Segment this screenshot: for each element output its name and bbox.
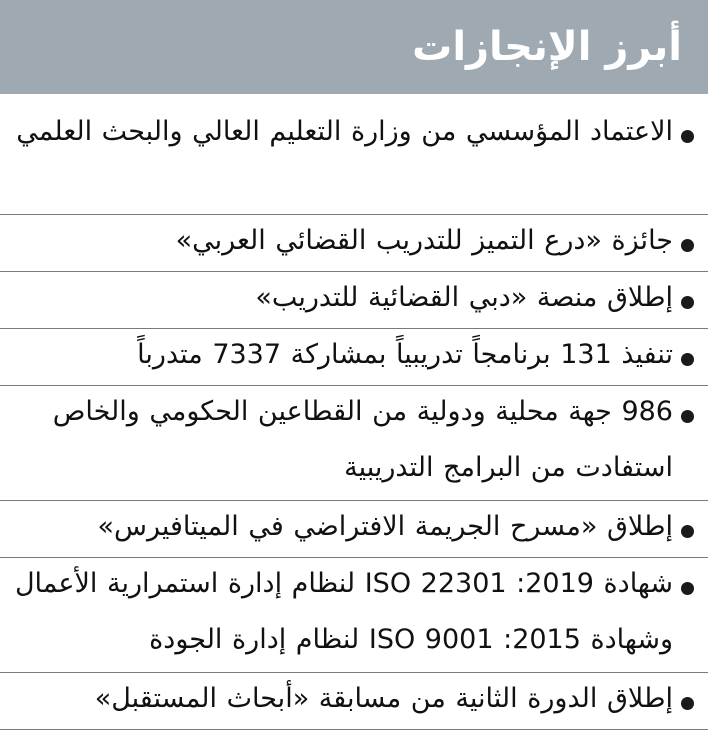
list-item [0, 215, 708, 272]
bullet-icon [681, 296, 694, 309]
achievements-list [0, 94, 708, 730]
bullet-icon [681, 582, 694, 595]
bullet-icon [681, 130, 694, 143]
list-item-text: 986 جهة محلية ودولية من القطاعين الحكومي والخاص استفادت من البرامج التدريبية [52, 396, 673, 483]
bullet-icon [681, 697, 694, 710]
list-item-text: الاعتماد المؤسسي من وزارة التعليم العالي والبحث العلمي [16, 116, 673, 147]
list-item-text: إطلاق «مسرح الجريمة الافتراضي في الميتافيرس» [97, 511, 673, 542]
list-item-text: جائزة «درع التميز للتدريب القضائي العربي» [175, 225, 673, 256]
list-item [0, 673, 708, 730]
list-item-text: تنفيذ 131 برنامجاً تدريبياً بمشاركة 7337 متدرباً [137, 339, 673, 370]
list-item-text: شهادة ISO 22301 :2019 لنظام إدارة استمرارية الأعمال وشهادة ISO 9001 :2015 لنظام إدارة الجودة [14, 568, 673, 655]
bullet-icon [681, 525, 694, 538]
list-item [0, 501, 708, 558]
list-item-text: إطلاق الدورة الثانية من مسابقة «أبحاث المستقبل» [94, 683, 673, 714]
list-item [0, 94, 708, 215]
list-item [0, 386, 708, 501]
bullet-icon [681, 239, 694, 252]
list-item-text: إطلاق منصة «دبي القضائية للتدريب» [255, 282, 673, 313]
list-item [0, 272, 708, 329]
page-title: أبرز الإنجازات [412, 24, 682, 70]
bullet-icon [681, 410, 694, 423]
header-banner [0, 0, 708, 94]
list-item [0, 329, 708, 386]
list-item [0, 558, 708, 673]
bullet-icon [681, 353, 694, 366]
